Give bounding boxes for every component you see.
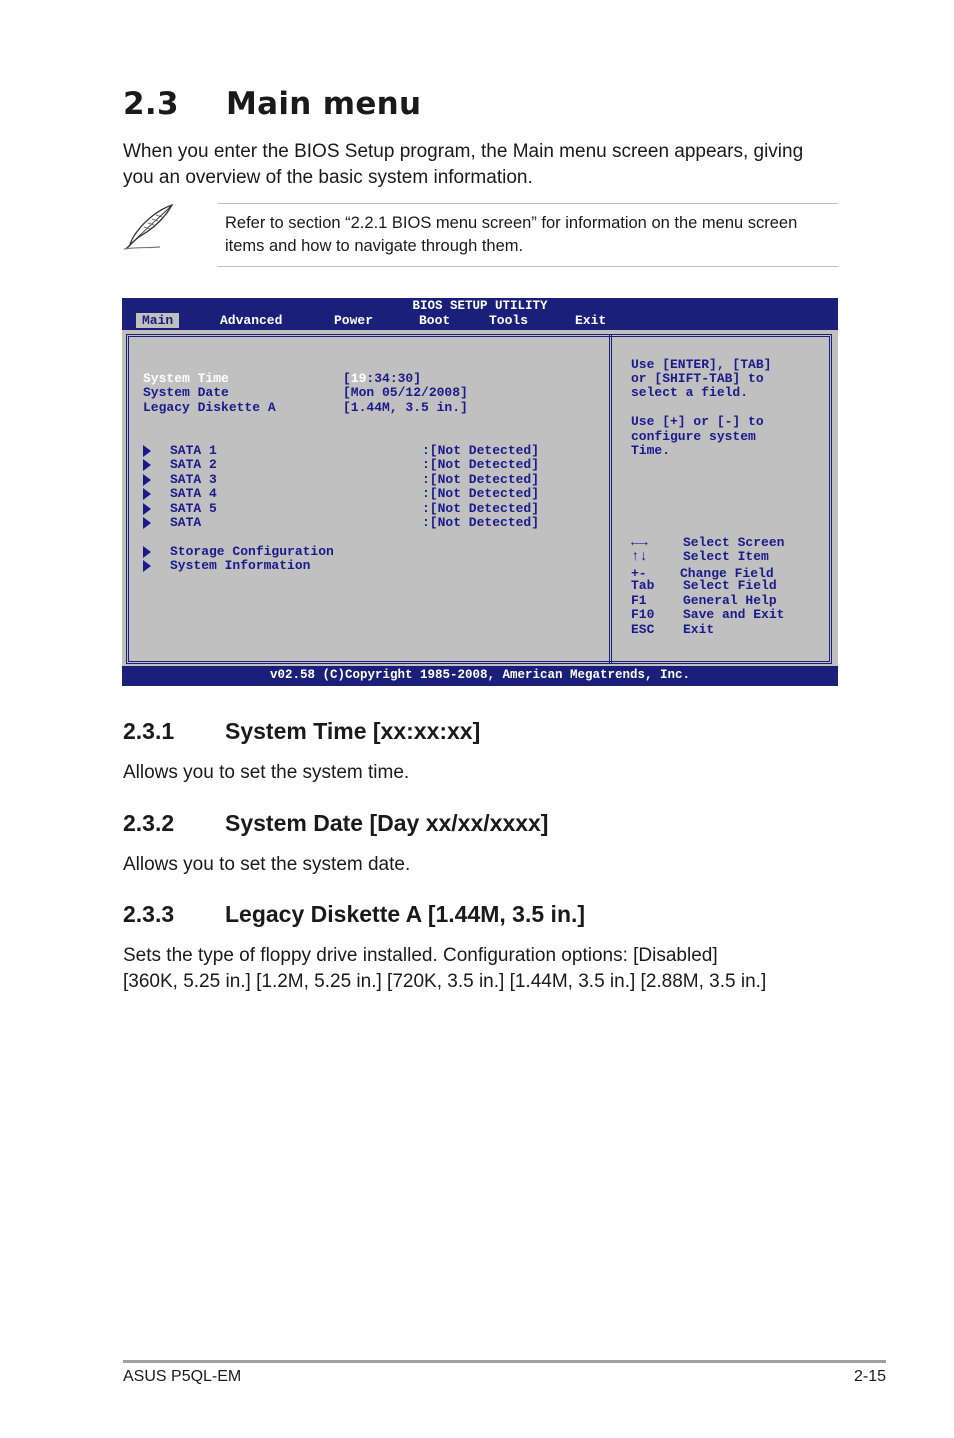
bios-copyright-bar: v02.58 (C)Copyright 1985-2008, American Megatrends, Inc. [122,666,838,686]
subsection-body: Allows you to set the system date. [123,854,411,875]
sata-1-value: :[Not Detected] [422,443,540,458]
intro-paragraph: When you enter the BIOS Setup program, the Main menu screen appears, giving you an overview of the basic system information. [123,141,804,188]
key-general-help: General Help [683,593,777,608]
help-line: Use [+] or [-] to [631,414,764,429]
submenu-system-information[interactable]: System Information [170,558,311,573]
sata-5-value: :[Not Detected] [422,501,540,516]
key-select-field: Select Field [683,578,777,593]
field-system-time-label[interactable]: System Time [143,371,229,386]
section-number: 2.3 [123,86,179,122]
submenu-arrow-icon [143,474,151,486]
submenu-arrow-icon [143,560,151,572]
section-heading [123,86,421,122]
submenu-arrow-icon [143,546,151,558]
key-change-field: Change Field [680,566,774,581]
bios-tab-exit[interactable]: Exit [575,313,607,328]
sata-1-label[interactable]: SATA 1 [170,443,217,458]
subsection-body-line: Sets the type of floppy drive installed. Configuration options: [Disabled] [123,945,718,966]
note-text: Refer to section “2.2.1 BIOS menu screen” for information on the menu screen items and how to navigate through them. [225,214,798,255]
field-legacy-diskette-value[interactable]: [1.44M, 3.5 in.] [343,400,468,415]
subsection-title: Legacy Diskette A [1.44M, 3.5 in.] [225,901,586,927]
sata-5-label[interactable]: SATA 5 [170,501,217,516]
section-title: Main menu [226,86,422,122]
bios-tab-advanced[interactable]: Advanced [220,313,283,328]
key-exit: Exit [683,622,715,637]
sata-2-label[interactable]: SATA 2 [170,457,217,472]
key-tab: Tab [631,578,655,593]
note-top-rule [218,203,838,204]
subsection-title: System Time [xx:xx:xx] [225,718,481,744]
bios-panel-divider [609,335,613,663]
sata-2-value: :[Not Detected] [422,457,540,472]
sata-4-value: :[Not Detected] [422,486,540,501]
key-select-item: Select Item [683,549,769,564]
up-down-arrows-icon: ↑↓ [631,549,648,565]
subsection-number: 2.3.2 [123,810,175,836]
submenu-arrow-icon [143,488,151,500]
footer-page-number: 2-15 [853,1368,886,1385]
field-system-time-value[interactable] [343,372,421,386]
subsection-number: 2.3.3 [123,901,175,927]
bios-tab-tools[interactable]: Tools [489,313,529,328]
field-legacy-diskette-label[interactable]: Legacy Diskette A [143,400,276,415]
submenu-arrow-icon [143,459,151,471]
help-line: Time. [631,443,671,458]
subsection-body: Allows you to set the system time. [123,762,410,783]
key-f10: F10 [631,607,655,622]
sata-6-value: :[Not Detected] [422,515,540,530]
help-line: or [SHIFT-TAB] to [631,371,764,386]
subsection-title: System Date [Day xx/xx/xxxx] [225,810,549,836]
note-bottom-rule [218,266,838,267]
key-save-and-exit: Save and Exit [683,607,785,622]
submenu-arrow-icon [143,445,151,457]
quill-pen-icon [122,203,176,251]
submenu-storage-configuration[interactable]: Storage Configuration [170,544,334,559]
subsection-heading-2-3-2 [123,810,548,837]
subsection-heading-2-3-3 [123,901,585,928]
footer-product: ASUS P5QL-EM [123,1368,242,1385]
sata-3-value: :[Not Detected] [422,472,540,487]
key-esc: ESC [631,622,655,637]
subsection-body-line: [360K, 5.25 in.] [1.2M, 5.25 in.] [720K, 3.5 in.] [1.44M, 3.5 in.] [2.88M, 3.5 in.] [123,971,767,992]
key-f1: F1 [631,593,647,608]
field-system-date-label[interactable]: System Date [143,385,229,400]
field-system-date-value[interactable]: [Mon 05/12/2008] [343,385,468,400]
submenu-arrow-icon [143,503,151,515]
time-rest: :34:30] [366,371,422,386]
bios-title: BIOS SETUP UTILITY [412,299,548,313]
subsection-heading-2-3-1 [123,718,480,745]
key-plus-minus: +- [631,566,647,581]
time-bracket: [ [343,371,351,386]
left-right-arrows-icon: ←→ [631,535,648,551]
subsection-number: 2.3.1 [123,718,175,744]
help-line: Use [ENTER], [TAB] [631,357,772,372]
help-line: select a field. [631,385,749,400]
bios-tab-power[interactable]: Power [334,313,374,328]
sata-4-label[interactable]: SATA 4 [170,486,217,501]
bios-screen [122,298,838,686]
bios-tab-boot[interactable]: Boot [419,313,451,328]
time-hour-highlight: 19 [350,371,367,386]
bios-tab-main[interactable]: Main [136,313,179,328]
sata-3-label[interactable]: SATA 3 [170,472,217,487]
submenu-arrow-icon [143,517,151,529]
help-line: configure system [631,429,756,444]
key-select-screen: Select Screen [683,535,785,550]
sata-6-label[interactable]: SATA [170,515,202,530]
footer-rule [123,1360,886,1363]
